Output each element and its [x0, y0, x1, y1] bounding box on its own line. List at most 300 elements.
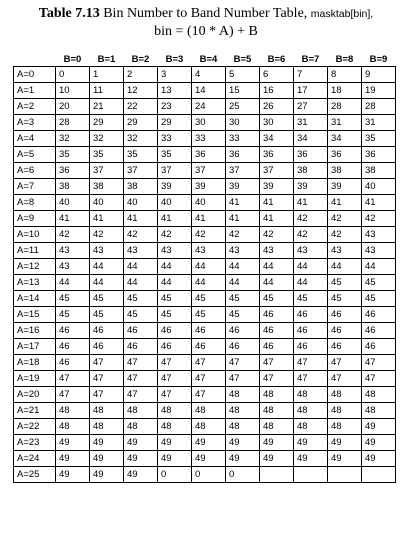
- table-cell: 46: [362, 307, 396, 323]
- table-cell: 41: [226, 195, 260, 211]
- table-cell: 49: [56, 435, 90, 451]
- table-cell: 39: [158, 179, 192, 195]
- table-cell: 0: [226, 467, 260, 483]
- table-cell: 45: [362, 291, 396, 307]
- table-cell: 35: [124, 147, 158, 163]
- column-header: B=1: [90, 53, 124, 67]
- table-cell: 46: [56, 339, 90, 355]
- table-cell: 48: [90, 419, 124, 435]
- table-cell: 26: [260, 99, 294, 115]
- table-cell: 31: [362, 115, 396, 131]
- table-cell: [294, 467, 328, 483]
- table-cell: 45: [328, 275, 362, 291]
- caption-line-1: [0, 5, 412, 23]
- table-row: [14, 275, 396, 291]
- table-cell: 48: [328, 387, 362, 403]
- table-cell: 45: [90, 291, 124, 307]
- table-cell: 47: [260, 355, 294, 371]
- table-cell: 46: [124, 339, 158, 355]
- table-cell: 16: [260, 83, 294, 99]
- column-header: B=9: [362, 53, 396, 67]
- table-row: [14, 67, 396, 83]
- table-cell: 37: [124, 163, 158, 179]
- table-cell: 47: [294, 355, 328, 371]
- table-cell: 44: [362, 259, 396, 275]
- table-cell: 22: [124, 99, 158, 115]
- table-cell: 42: [158, 227, 192, 243]
- row-label: A=5: [14, 147, 56, 163]
- table-cell: 47: [56, 371, 90, 387]
- table-cell: 42: [362, 211, 396, 227]
- table-cell: 21: [90, 99, 124, 115]
- table-cell: 6: [260, 67, 294, 83]
- table-cell: 5: [226, 67, 260, 83]
- table-cell: 44: [226, 275, 260, 291]
- table-cell: 48: [158, 403, 192, 419]
- row-label: A=15: [14, 307, 56, 323]
- table-cell: 49: [192, 435, 226, 451]
- table-cell: 46: [328, 323, 362, 339]
- table-cell: 38: [294, 163, 328, 179]
- table-cell: 37: [90, 163, 124, 179]
- table-cell: 46: [294, 339, 328, 355]
- table-cell: 48: [124, 403, 158, 419]
- table-cell: 49: [294, 451, 328, 467]
- corner-cell: [14, 53, 56, 67]
- table-cell: 47: [294, 371, 328, 387]
- table-cell: 40: [158, 195, 192, 211]
- table-cell: 46: [226, 339, 260, 355]
- table-cell: 49: [90, 451, 124, 467]
- table-cell: 46: [90, 323, 124, 339]
- table-row: [14, 371, 396, 387]
- table-cell: 47: [158, 355, 192, 371]
- table-cell: 0: [192, 467, 226, 483]
- table-cell: 42: [294, 227, 328, 243]
- table-cell: 41: [260, 211, 294, 227]
- table-row: [14, 259, 396, 275]
- table-row: [14, 179, 396, 195]
- table-cell: 49: [90, 467, 124, 483]
- table-cell: 41: [158, 211, 192, 227]
- table-cell: 38: [90, 179, 124, 195]
- table-cell: 12: [124, 83, 158, 99]
- row-label: A=20: [14, 387, 56, 403]
- table-cell: 48: [90, 403, 124, 419]
- table-cell: 47: [124, 355, 158, 371]
- table-cell: 43: [260, 243, 294, 259]
- table-cell: 47: [328, 355, 362, 371]
- table-cell: 40: [90, 195, 124, 211]
- table-cell: 47: [226, 355, 260, 371]
- row-label: A=25: [14, 467, 56, 483]
- table-cell: 47: [158, 371, 192, 387]
- table-cell: 39: [192, 179, 226, 195]
- table-cell: 41: [294, 195, 328, 211]
- table-cell: 49: [192, 451, 226, 467]
- table-cell: 42: [56, 227, 90, 243]
- table-cell: 42: [192, 227, 226, 243]
- table-cell: 46: [260, 307, 294, 323]
- table-cell: 44: [294, 259, 328, 275]
- table-cell: 49: [328, 451, 362, 467]
- table-cell: 46: [192, 323, 226, 339]
- table-cell: 38: [328, 163, 362, 179]
- table-cell: 42: [294, 211, 328, 227]
- table-cell: 47: [226, 371, 260, 387]
- table-cell: 36: [56, 163, 90, 179]
- table-cell: 45: [192, 307, 226, 323]
- table-cell: 49: [362, 451, 396, 467]
- table-cell: 37: [192, 163, 226, 179]
- table-row: [14, 403, 396, 419]
- table-row: [14, 467, 396, 483]
- row-label: A=7: [14, 179, 56, 195]
- table-cell: 41: [192, 211, 226, 227]
- table-caption: [0, 5, 412, 41]
- row-label: A=2: [14, 99, 56, 115]
- table-cell: 28: [328, 99, 362, 115]
- table-cell: 46: [260, 323, 294, 339]
- table-cell: 39: [260, 179, 294, 195]
- table-cell: 42: [90, 227, 124, 243]
- table-row: [14, 307, 396, 323]
- table-cell: 0: [158, 467, 192, 483]
- row-label: A=3: [14, 115, 56, 131]
- table-cell: 48: [226, 403, 260, 419]
- table-cell: 49: [328, 435, 362, 451]
- table-cell: 29: [90, 115, 124, 131]
- table-cell: 38: [56, 179, 90, 195]
- column-header: B=3: [158, 53, 192, 67]
- table-cell: 48: [294, 403, 328, 419]
- row-label: A=21: [14, 403, 56, 419]
- table-cell: 49: [260, 435, 294, 451]
- table-cell: 8: [328, 67, 362, 83]
- table-cell: 48: [226, 419, 260, 435]
- table-cell: 49: [362, 419, 396, 435]
- table-cell: 36: [226, 147, 260, 163]
- table-cell: 15: [226, 83, 260, 99]
- table-cell: 46: [56, 323, 90, 339]
- table-cell: 44: [56, 275, 90, 291]
- table-cell: 33: [158, 131, 192, 147]
- table-cell: 47: [260, 371, 294, 387]
- table-row: [14, 99, 396, 115]
- table-cell: 37: [158, 163, 192, 179]
- table-cell: 49: [260, 451, 294, 467]
- table-cell: 35: [158, 147, 192, 163]
- table-cell: 47: [90, 371, 124, 387]
- table-cell: 45: [124, 307, 158, 323]
- table-cell: 44: [124, 275, 158, 291]
- table-row: [14, 419, 396, 435]
- table-row: [14, 147, 396, 163]
- table-cell: 35: [56, 147, 90, 163]
- table-cell: 46: [328, 339, 362, 355]
- table-cell: 36: [362, 147, 396, 163]
- table-cell: 49: [56, 451, 90, 467]
- table-cell: 49: [124, 451, 158, 467]
- table-cell: 47: [362, 355, 396, 371]
- table-cell: 36: [328, 147, 362, 163]
- row-label: A=10: [14, 227, 56, 243]
- row-label: A=1: [14, 83, 56, 99]
- table-row: [14, 323, 396, 339]
- row-label: A=12: [14, 259, 56, 275]
- row-label: A=19: [14, 371, 56, 387]
- table-cell: 49: [362, 435, 396, 451]
- table-cell: 49: [124, 435, 158, 451]
- table-cell: 48: [56, 419, 90, 435]
- table-cell: 44: [328, 259, 362, 275]
- table-cell: 39: [328, 179, 362, 195]
- table-cell: 17: [294, 83, 328, 99]
- table-cell: 30: [192, 115, 226, 131]
- table-cell: 44: [158, 275, 192, 291]
- table-cell: 49: [124, 467, 158, 483]
- table-cell: 42: [124, 227, 158, 243]
- table-cell: 48: [158, 419, 192, 435]
- row-label: A=16: [14, 323, 56, 339]
- table-cell: 48: [362, 387, 396, 403]
- row-label: A=11: [14, 243, 56, 259]
- table-cell: 43: [158, 243, 192, 259]
- table-cell: 34: [294, 131, 328, 147]
- row-label: A=4: [14, 131, 56, 147]
- table-cell: 45: [192, 291, 226, 307]
- table-cell: 46: [90, 339, 124, 355]
- table-cell: 34: [260, 131, 294, 147]
- table-cell: 43: [328, 243, 362, 259]
- row-label: A=9: [14, 211, 56, 227]
- table-cell: 46: [260, 339, 294, 355]
- table-row: [14, 435, 396, 451]
- table-row: [14, 339, 396, 355]
- column-header: B=7: [294, 53, 328, 67]
- table-cell: 43: [56, 259, 90, 275]
- row-label: A=8: [14, 195, 56, 211]
- table-cell: 44: [260, 275, 294, 291]
- table-cell: 18: [328, 83, 362, 99]
- table-cell: 1: [90, 67, 124, 83]
- table-cell: 43: [294, 243, 328, 259]
- table-cell: 28: [56, 115, 90, 131]
- table-cell: 47: [328, 371, 362, 387]
- table-cell: 46: [362, 323, 396, 339]
- table-cell: 44: [192, 259, 226, 275]
- table-cell: 47: [56, 387, 90, 403]
- table-row: [14, 387, 396, 403]
- table-cell: 32: [124, 131, 158, 147]
- table-cell: 40: [56, 195, 90, 211]
- table-cell: 47: [90, 355, 124, 371]
- table-cell: 48: [226, 387, 260, 403]
- table-cell: 28: [362, 99, 396, 115]
- table-cell: 29: [158, 115, 192, 131]
- table-cell: 43: [226, 243, 260, 259]
- table-cell: 41: [362, 195, 396, 211]
- table-cell: 42: [328, 227, 362, 243]
- column-header: B=6: [260, 53, 294, 67]
- table-cell: 0: [56, 67, 90, 83]
- table-cell: 42: [328, 211, 362, 227]
- table-cell: 45: [56, 307, 90, 323]
- table-cell: 48: [260, 387, 294, 403]
- table-cell: 44: [90, 259, 124, 275]
- table-cell: 27: [294, 99, 328, 115]
- table-cell: 29: [124, 115, 158, 131]
- table-row: [14, 243, 396, 259]
- table-cell: 13: [158, 83, 192, 99]
- table-cell: 48: [260, 403, 294, 419]
- row-label: A=17: [14, 339, 56, 355]
- table-cell: 48: [328, 403, 362, 419]
- table-row: [14, 291, 396, 307]
- table-cell: 42: [260, 227, 294, 243]
- table-cell: 45: [294, 291, 328, 307]
- table-cell: 46: [226, 323, 260, 339]
- table-cell: 49: [226, 435, 260, 451]
- table-cell: 42: [226, 227, 260, 243]
- table-cell: 46: [124, 323, 158, 339]
- table-cell: 37: [260, 163, 294, 179]
- table-cell: 47: [124, 387, 158, 403]
- table-cell: 41: [328, 195, 362, 211]
- table-cell: 34: [328, 131, 362, 147]
- table-cell: 45: [158, 291, 192, 307]
- table-cell: 36: [294, 147, 328, 163]
- table-cell: 47: [124, 371, 158, 387]
- table-cell: 47: [158, 387, 192, 403]
- table-cell: 45: [124, 291, 158, 307]
- table-cell: 9: [362, 67, 396, 83]
- table-cell: 33: [226, 131, 260, 147]
- table-body: [14, 67, 396, 483]
- table-cell: 48: [294, 387, 328, 403]
- column-header: B=5: [226, 53, 260, 67]
- table-row: [14, 227, 396, 243]
- table-cell: 2: [124, 67, 158, 83]
- bin-band-table: [13, 52, 396, 483]
- table-row: [14, 131, 396, 147]
- row-label: A=23: [14, 435, 56, 451]
- table-cell: 3: [158, 67, 192, 83]
- table-code: masktab[bin],: [310, 8, 374, 20]
- table-cell: 39: [294, 179, 328, 195]
- table-cell: 45: [90, 307, 124, 323]
- table-cell: 37: [226, 163, 260, 179]
- table-cell: 48: [294, 419, 328, 435]
- table-cell: 38: [362, 163, 396, 179]
- table-cell: 32: [90, 131, 124, 147]
- table-cell: 48: [192, 403, 226, 419]
- table-cell: 44: [158, 259, 192, 275]
- row-label: A=22: [14, 419, 56, 435]
- table-cell: 45: [362, 275, 396, 291]
- table-row: [14, 355, 396, 371]
- column-header: B=4: [192, 53, 226, 67]
- table-cell: 36: [260, 147, 294, 163]
- table-cell: 48: [124, 419, 158, 435]
- table-cell: [328, 467, 362, 483]
- header-row: [14, 53, 396, 67]
- table-cell: 49: [158, 435, 192, 451]
- table-cell: 38: [124, 179, 158, 195]
- row-label: A=13: [14, 275, 56, 291]
- table-cell: 44: [90, 275, 124, 291]
- column-header: B=8: [328, 53, 362, 67]
- table-cell: 47: [192, 355, 226, 371]
- table-cell: 40: [362, 179, 396, 195]
- table-cell: 35: [90, 147, 124, 163]
- table-cell: [260, 467, 294, 483]
- table-cell: 44: [192, 275, 226, 291]
- table-row: [14, 163, 396, 179]
- table-cell: 46: [328, 307, 362, 323]
- table-cell: 41: [90, 211, 124, 227]
- table-cell: 46: [192, 339, 226, 355]
- table-cell: 40: [192, 195, 226, 211]
- table-cell: 25: [226, 99, 260, 115]
- table-cell: 48: [362, 403, 396, 419]
- row-label: A=24: [14, 451, 56, 467]
- table-cell: 43: [90, 243, 124, 259]
- table-cell: 41: [260, 195, 294, 211]
- table-cell: 36: [192, 147, 226, 163]
- row-label: A=6: [14, 163, 56, 179]
- table-cell: 43: [362, 243, 396, 259]
- table-cell: 43: [192, 243, 226, 259]
- column-header: B=0: [56, 53, 90, 67]
- table-cell: 49: [158, 451, 192, 467]
- table-cell: 44: [294, 275, 328, 291]
- table-cell: 30: [226, 115, 260, 131]
- table-cell: 49: [226, 451, 260, 467]
- table-cell: 40: [124, 195, 158, 211]
- table-cell: 46: [294, 307, 328, 323]
- table-cell: [362, 467, 396, 483]
- table-cell: 49: [90, 435, 124, 451]
- table-row: [14, 195, 396, 211]
- table-cell: 33: [192, 131, 226, 147]
- table-cell: 14: [192, 83, 226, 99]
- table-cell: 46: [158, 323, 192, 339]
- table-cell: 44: [226, 259, 260, 275]
- caption-formula: bin = (10 * A) + B: [154, 24, 258, 39]
- table-cell: 32: [56, 131, 90, 147]
- table-cell: 23: [158, 99, 192, 115]
- table-cell: 43: [124, 243, 158, 259]
- table-cell: 19: [362, 83, 396, 99]
- table-cell: 44: [260, 259, 294, 275]
- table-number: Table 7.13: [38, 6, 100, 21]
- table-cell: 4: [192, 67, 226, 83]
- table-cell: 45: [260, 291, 294, 307]
- table-cell: 11: [90, 83, 124, 99]
- table-cell: 48: [56, 403, 90, 419]
- row-label: A=18: [14, 355, 56, 371]
- row-label: A=0: [14, 67, 56, 83]
- table-cell: 43: [362, 227, 396, 243]
- table-cell: 46: [158, 339, 192, 355]
- table-cell: 49: [294, 435, 328, 451]
- table-cell: 47: [362, 371, 396, 387]
- table-cell: 44: [124, 259, 158, 275]
- table-cell: 48: [328, 419, 362, 435]
- table-cell: 47: [192, 387, 226, 403]
- table-cell: 46: [56, 355, 90, 371]
